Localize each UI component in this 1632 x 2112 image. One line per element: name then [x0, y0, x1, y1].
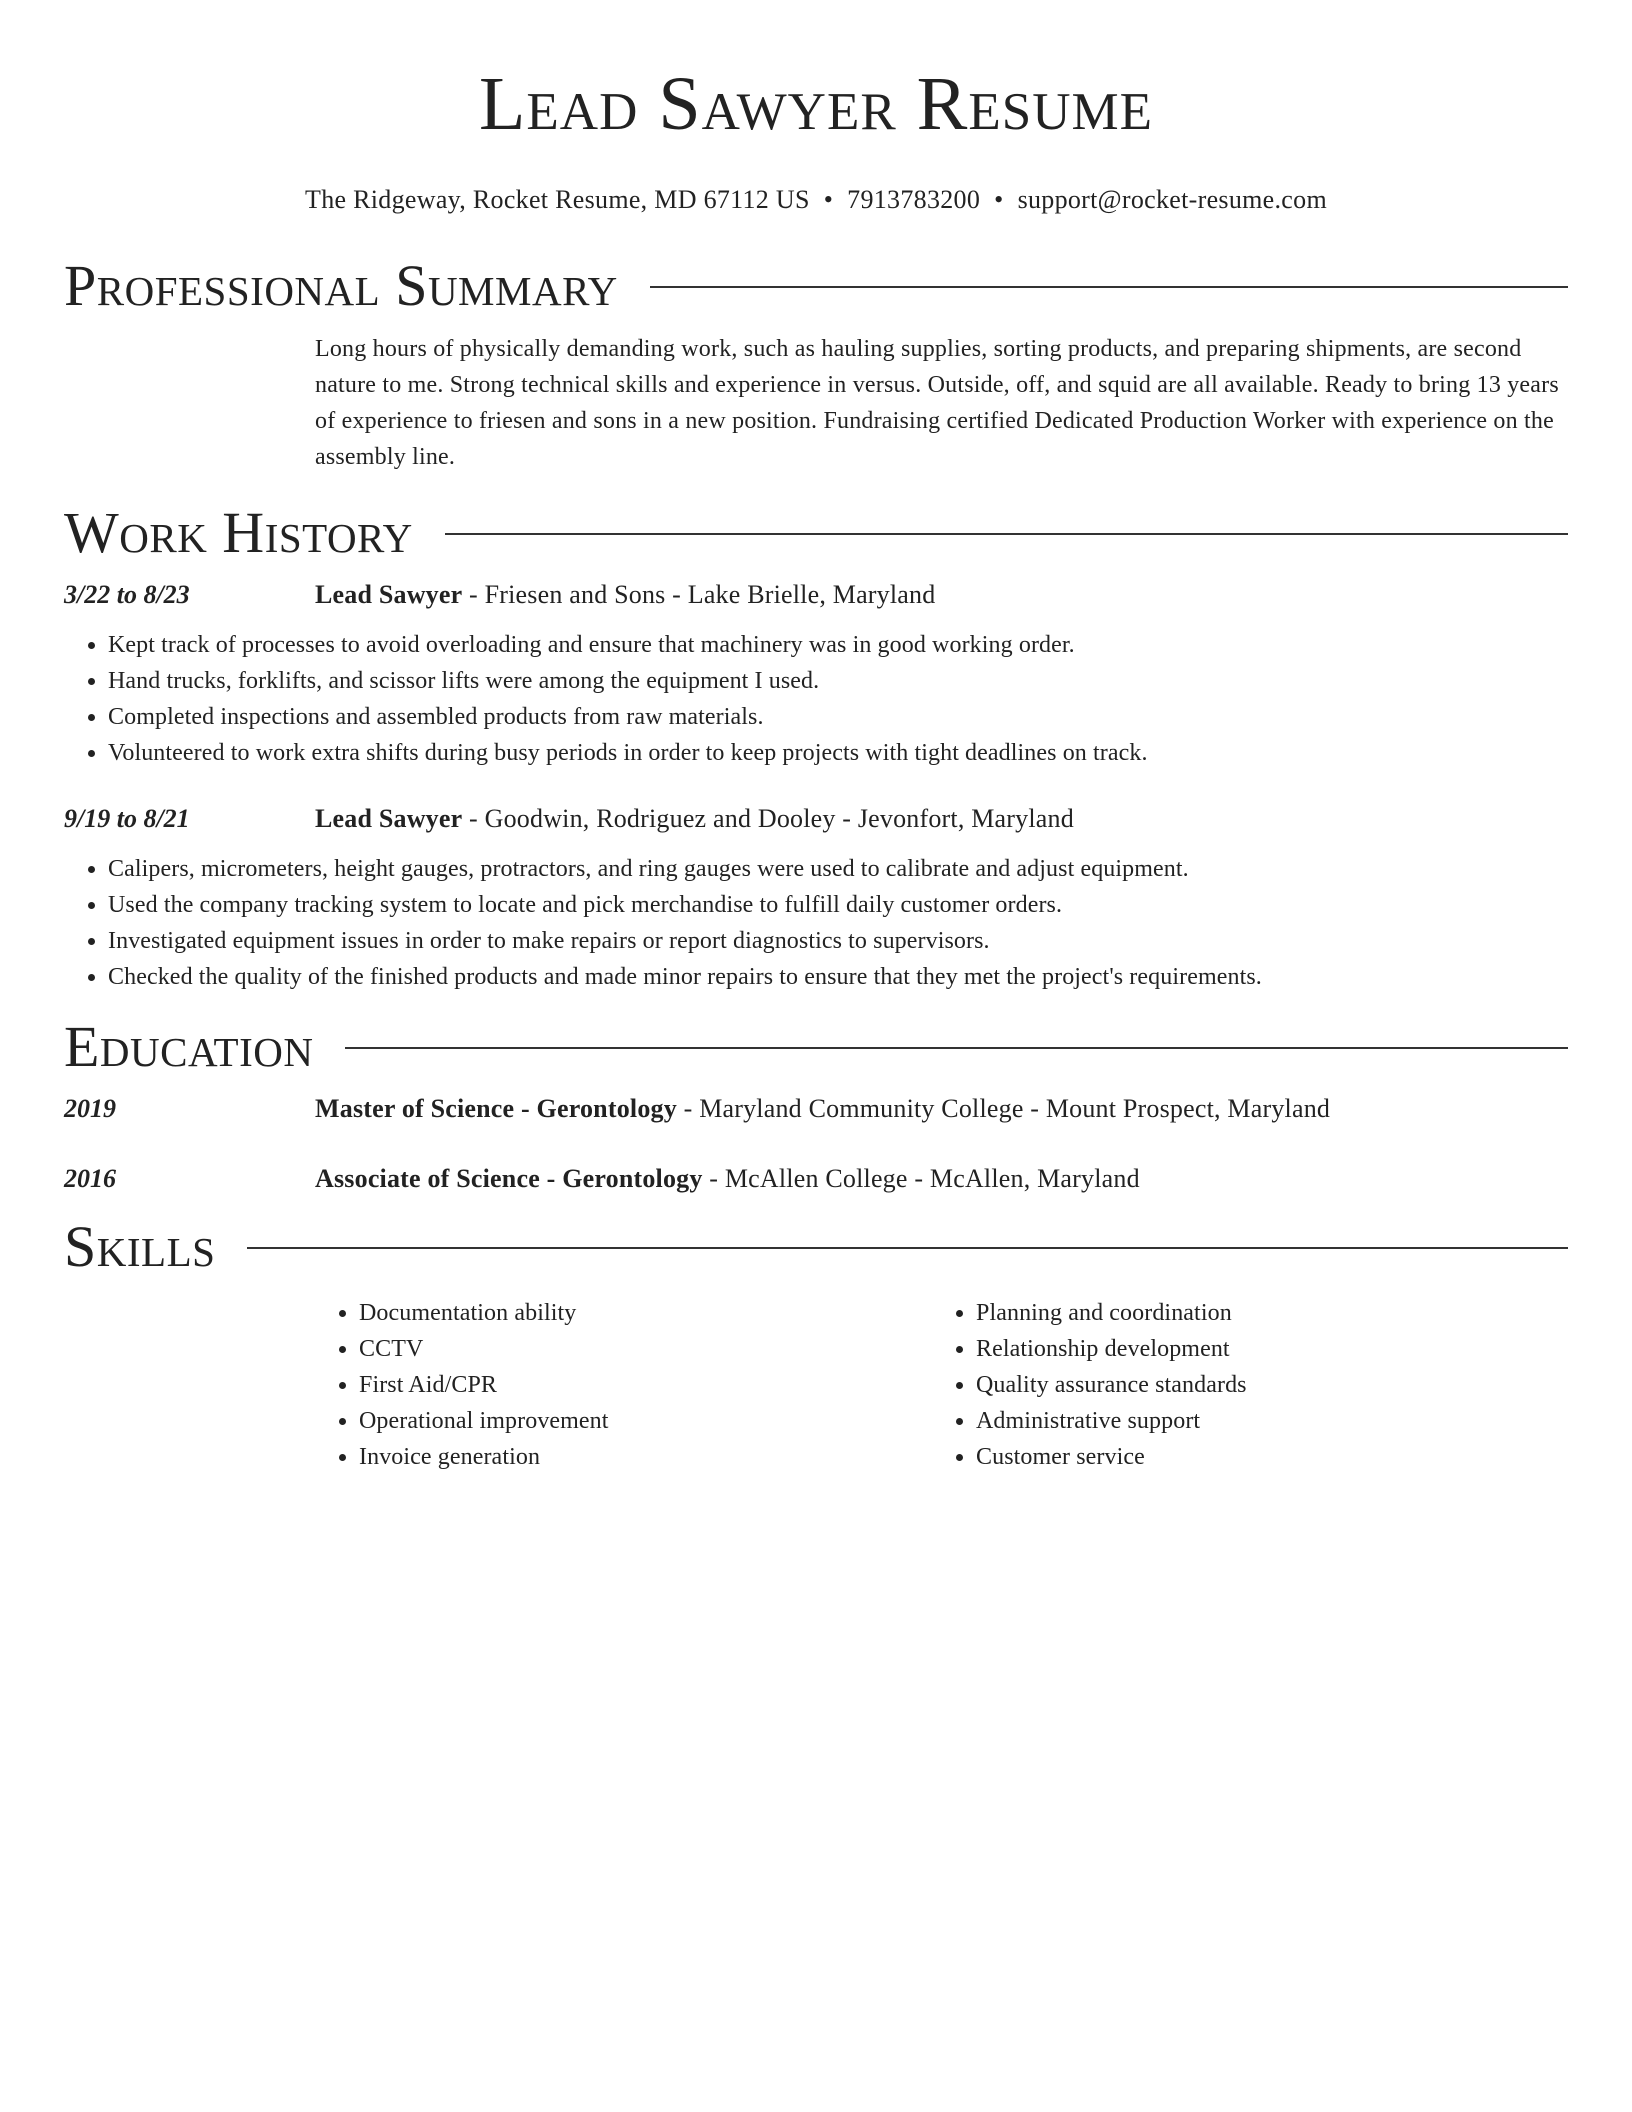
job-bullet: • Checked the quality of the finished products and made minor repairs to ensure that they met the project's requirements.	[108, 959, 1568, 995]
contact-email: support@rocket-resume.com	[1017, 185, 1327, 214]
education-details: - Maryland Community College - Mount Prospect, Maryland	[676, 1094, 1331, 1123]
skill-item: • Documentation ability	[359, 1295, 932, 1331]
job-entry	[64, 803, 1568, 995]
skill-item: • Customer service	[976, 1439, 1549, 1475]
education-details: - McAllen College - McAllen, Maryland	[702, 1164, 1140, 1193]
job-details: - Goodwin, Rodriguez and Dooley - Jevonfort, Maryland	[462, 804, 1074, 833]
resume-title: Lead Sawyer Resume	[479, 62, 1153, 146]
skill-item: • First Aid/CPR	[359, 1367, 932, 1403]
skill-item: • Administrative support	[976, 1403, 1549, 1439]
skills-column-left	[315, 1295, 932, 1475]
skill-item: • Invoice generation	[359, 1439, 932, 1475]
summary-text: Long hours of physically demanding work, such as hauling supplies, sorting products, and preparing shipments, are second nature to me. Strong technical skills and experience in versus. Outside, off, and squid are all available. Ready to bring 13 years of experience to friesen and sons in a new position. Fundraising certified Dedicated Production Worker with experience on the assembly line.	[315, 336, 1559, 470]
work-section-title: Work History	[64, 500, 413, 565]
job-header	[64, 803, 1568, 835]
contact-separator: •	[823, 185, 834, 214]
education-entry	[64, 1163, 1568, 1195]
work-section-header	[64, 501, 1568, 565]
skills-list	[315, 1295, 1568, 1475]
education-line	[315, 1093, 1330, 1125]
education-section-header	[64, 1015, 1568, 1079]
contact-phone: 7913783200	[847, 185, 981, 214]
job-bullet: • Hand trucks, forklifts, and scissor lifts were among the equipment I used.	[108, 663, 1568, 699]
job-bullets	[64, 851, 1568, 995]
contact-address: The Ridgeway, Rocket Resume, MD 67112 US	[305, 185, 810, 214]
job-bullet: • Kept track of processes to avoid overloading and ensure that machinery was in good working order.	[108, 627, 1568, 663]
job-title-line	[315, 579, 935, 611]
skills-section-title: Skills	[64, 1214, 216, 1279]
job-bullet: • Used the company tracking system to locate and pick merchandise to fulfill daily customer orders.	[108, 887, 1568, 923]
section-divider	[247, 1247, 1568, 1249]
job-entry	[64, 579, 1568, 771]
job-bullet: • Volunteered to work extra shifts during busy periods in order to keep projects with tight deadlines on track.	[108, 735, 1568, 771]
section-divider	[650, 286, 1568, 288]
job-bullets	[64, 627, 1568, 771]
job-header	[64, 579, 1568, 611]
section-divider	[445, 533, 1568, 535]
education-degree: Associate of Science - Gerontology	[315, 1164, 703, 1193]
education-year: 2019	[64, 1094, 116, 1123]
skill-item: • CCTV	[359, 1331, 932, 1367]
education-line	[315, 1163, 1140, 1195]
education-entry	[64, 1093, 1568, 1125]
job-bullet: • Calipers, micrometers, height gauges, protractors, and ring gauges were used to calibrate and adjust equipment.	[108, 851, 1568, 887]
education-year: 2016	[64, 1164, 116, 1193]
section-divider	[345, 1047, 1568, 1049]
summary-section-header	[64, 254, 1568, 318]
skills-column-right	[932, 1295, 1549, 1475]
job-role: Lead Sawyer	[315, 804, 463, 833]
skills-section-header	[64, 1215, 1568, 1279]
job-dates: 3/22 to 8/23	[64, 580, 190, 609]
skill-item: • Planning and coordination	[976, 1295, 1549, 1331]
job-role: Lead Sawyer	[315, 580, 463, 609]
education-degree: Master of Science - Gerontology	[315, 1094, 677, 1123]
skill-item: • Quality assurance standards	[976, 1367, 1549, 1403]
contact-line	[64, 184, 1568, 216]
job-details: - Friesen and Sons - Lake Brielle, Maryland	[462, 580, 936, 609]
contact-separator: •	[994, 185, 1004, 214]
resume-page	[64, 0, 1568, 1475]
job-title-line	[315, 803, 1074, 835]
education-section-title: Education	[64, 1014, 314, 1079]
skill-item: • Relationship development	[976, 1331, 1549, 1367]
summary-section-title: Professional Summary	[64, 253, 618, 318]
job-bullet: • Investigated equipment issues in order to make repairs or report diagnostics to supervisors.	[108, 923, 1568, 959]
job-dates: 9/19 to 8/21	[64, 804, 190, 833]
skill-item: • Operational improvement	[359, 1403, 932, 1439]
job-bullet: • Completed inspections and assembled products from raw materials.	[108, 699, 1568, 735]
